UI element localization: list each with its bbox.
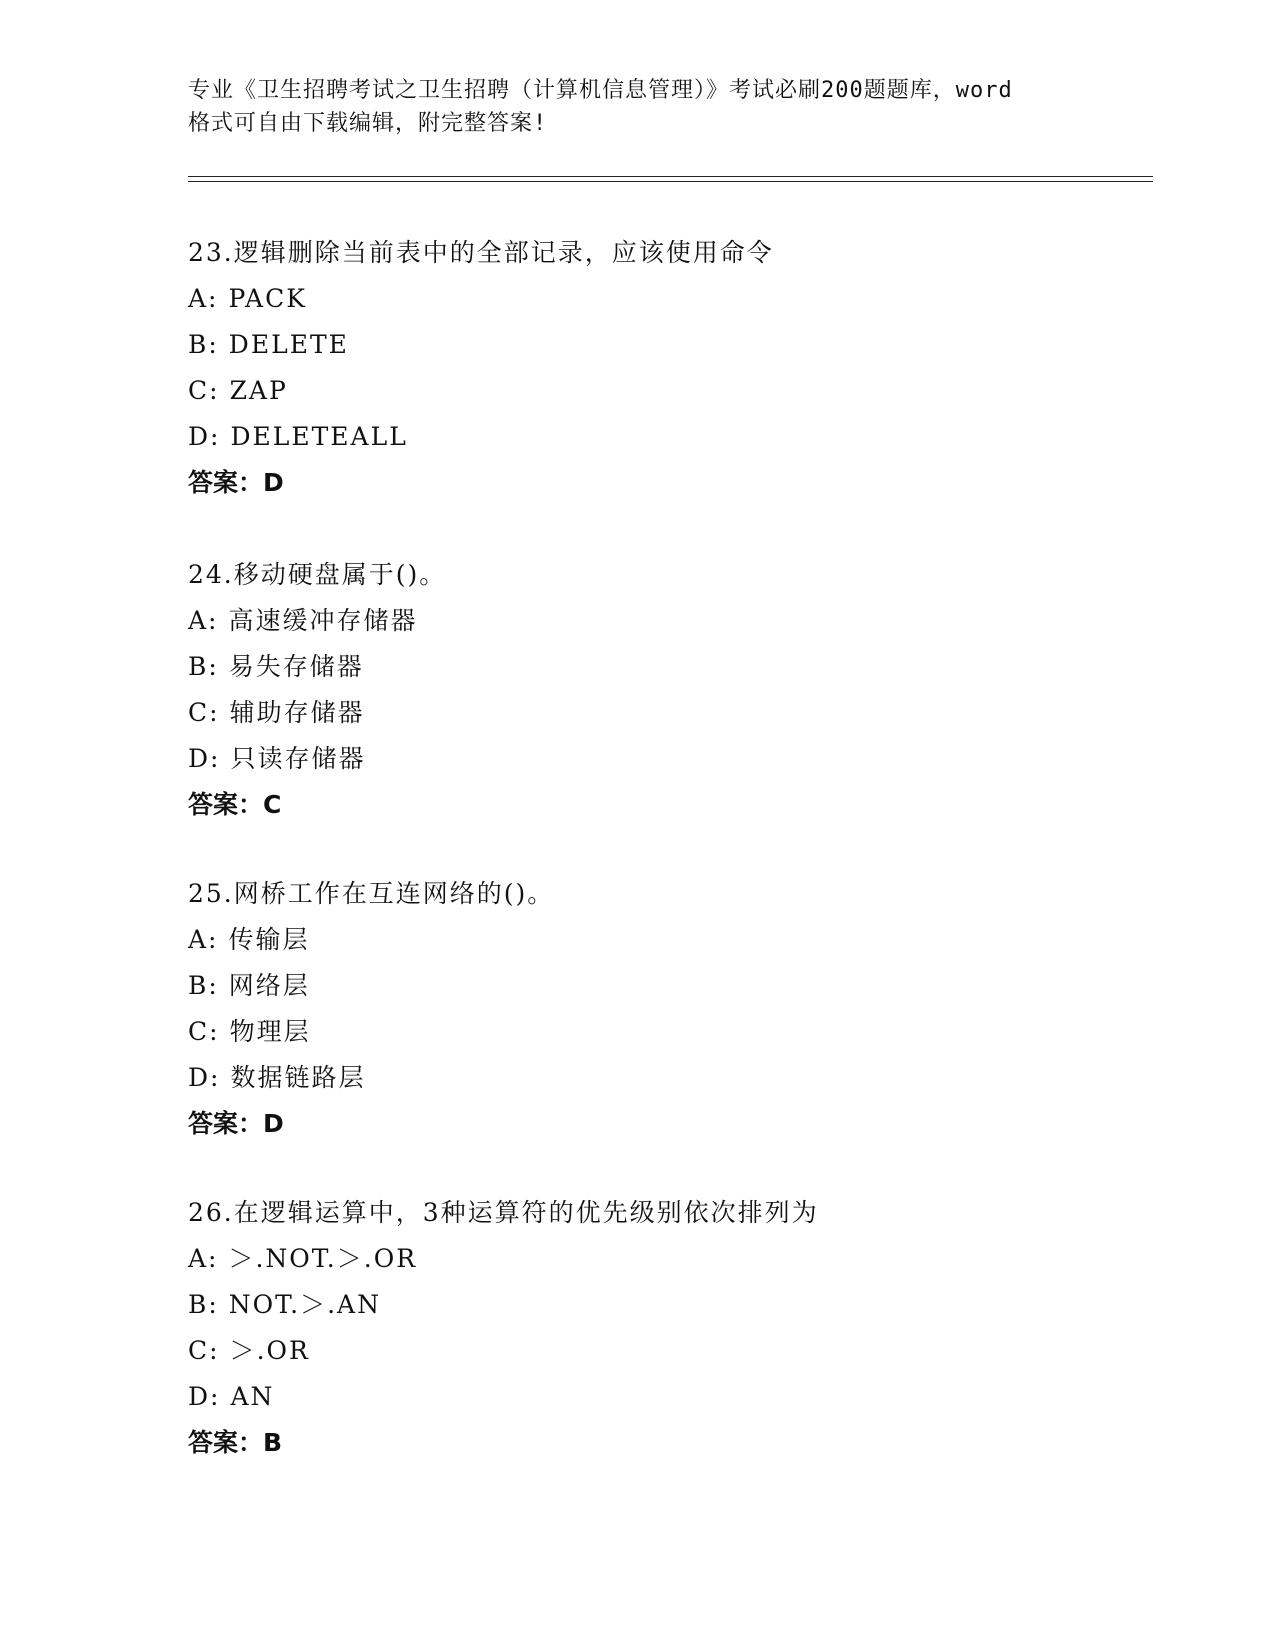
option-key: A: bbox=[188, 925, 219, 954]
answer-label: 答案：D bbox=[188, 1109, 284, 1138]
option-a bbox=[188, 598, 1148, 644]
option-key: B: bbox=[188, 971, 219, 1000]
option-key: D: bbox=[188, 422, 221, 451]
question-title: 23.逻辑删除当前表中的全部记录，应该使用命令 bbox=[188, 238, 774, 267]
option-a bbox=[188, 276, 1148, 322]
header-divider-top bbox=[188, 176, 1153, 177]
option-text: DELETE bbox=[228, 330, 349, 359]
option-key: A: bbox=[188, 606, 219, 635]
question-26 bbox=[188, 1190, 1148, 1466]
question-title: 26.在逻辑运算中，3种运算符的优先级别依次排列为 bbox=[188, 1198, 819, 1227]
option-key: D: bbox=[188, 744, 221, 773]
option-text: 传输层 bbox=[228, 925, 310, 954]
option-b bbox=[188, 322, 1148, 368]
option-text: NOT.＞.AN bbox=[228, 1290, 381, 1319]
option-c bbox=[188, 368, 1148, 414]
option-key: C: bbox=[188, 1336, 220, 1365]
question-25 bbox=[188, 871, 1148, 1147]
header-divider-bottom bbox=[188, 181, 1153, 182]
option-text: PACK bbox=[228, 284, 307, 313]
option-d bbox=[188, 1055, 1148, 1101]
option-text: 数据链路层 bbox=[230, 1063, 366, 1092]
answer-label: 答案：B bbox=[188, 1428, 283, 1457]
option-key: D: bbox=[188, 1063, 221, 1092]
header-line-2: 格式可自由下载编辑，附完整答案! bbox=[188, 111, 548, 136]
option-text: 只读存储器 bbox=[230, 744, 366, 773]
question-23 bbox=[188, 230, 1148, 506]
question-title: 25.网桥工作在互连网络的()。 bbox=[188, 879, 555, 908]
option-text: AN bbox=[230, 1382, 275, 1411]
option-key: A: bbox=[188, 1244, 219, 1273]
option-b bbox=[188, 644, 1148, 690]
option-key: B: bbox=[188, 1290, 219, 1319]
option-text: 辅助存储器 bbox=[229, 698, 365, 727]
option-key: D: bbox=[188, 1382, 221, 1411]
option-a bbox=[188, 917, 1148, 963]
option-a bbox=[188, 1236, 1148, 1282]
option-d bbox=[188, 414, 1148, 460]
option-d bbox=[188, 736, 1148, 782]
option-key: C: bbox=[188, 1017, 220, 1046]
option-b bbox=[188, 1282, 1148, 1328]
option-b bbox=[188, 963, 1148, 1009]
option-key: C: bbox=[188, 698, 220, 727]
option-key: B: bbox=[188, 330, 219, 359]
header-line-1: 专业《卫生招聘考试之卫生招聘（计算机信息管理）》考试必刷200题题库，word bbox=[188, 78, 1013, 103]
option-text: ZAP bbox=[229, 376, 288, 405]
option-text: ＞.NOT.＞.OR bbox=[228, 1244, 418, 1273]
document-header bbox=[188, 74, 1098, 140]
option-text: 物理层 bbox=[229, 1017, 311, 1046]
option-key: B: bbox=[188, 652, 219, 681]
option-c bbox=[188, 1009, 1148, 1055]
question-24 bbox=[188, 552, 1148, 828]
option-text: 高速缓冲存储器 bbox=[228, 606, 418, 635]
option-text: DELETEALL bbox=[230, 422, 408, 451]
option-c bbox=[188, 1328, 1148, 1374]
option-key: C: bbox=[188, 376, 220, 405]
answer-label: 答案：C bbox=[188, 790, 282, 819]
question-title: 24.移动硬盘属于()。 bbox=[188, 560, 447, 589]
option-text: 易失存储器 bbox=[228, 652, 364, 681]
option-c bbox=[188, 690, 1148, 736]
option-d bbox=[188, 1374, 1148, 1420]
option-text: ＞.OR bbox=[229, 1336, 310, 1365]
answer-label: 答案：D bbox=[188, 468, 284, 497]
option-key: A: bbox=[188, 284, 219, 313]
option-text: 网络层 bbox=[228, 971, 310, 1000]
